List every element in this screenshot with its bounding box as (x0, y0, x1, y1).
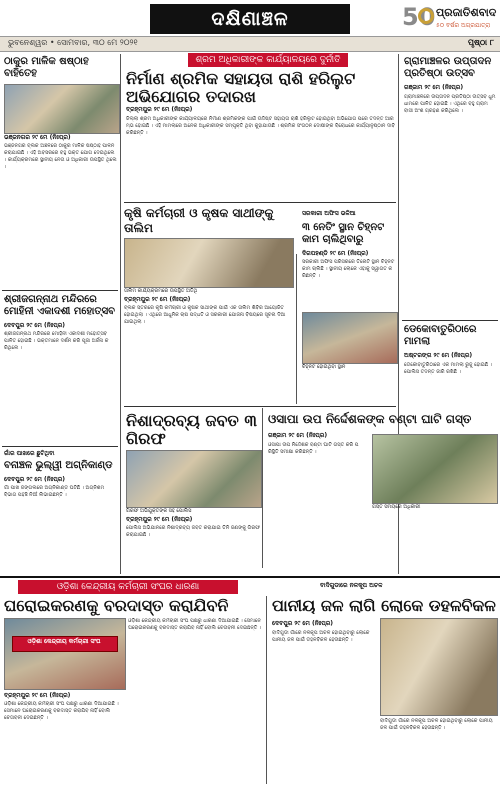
body-osapa: ଓସାପା ଉପ ନିର୍ଦ୍ଦେଶକ ବଣ୍ଟା ଘାଟି ଗସ୍ତ କରି ପରିସ୍ଥିତି ସମୀକ୍ଷା କରିଛନ୍ତି । (268, 442, 359, 455)
byline-deko: ଅଷ୍ଟରଙ୍ଗ ୨୯ ମେ (ନିଃପ୍ର) (404, 352, 473, 359)
body-sarakar: ସରକାରୀ ଅଫିସ ପରିସରରେ ତିନୋଟି ସ୍ଥାନ ଚିହ୍ନଟ କାମ ଚାଲିଛି । ସ୍ଥାନୀୟ ଲୋକେ ଏହାକୁ ସ୍ୱାଗତ କରିଛନ୍ତି । (302, 259, 395, 279)
story-headline-deko: ଡେକୋବାତୁରିଠାରେ ମାମଲା (404, 324, 477, 347)
logo-ring-icon (418, 8, 434, 24)
lead-kicker: ଶ୍ରମ ଅଧିକାରୀଙ୍କ କାର୍ଯ୍ୟାଳୟରେ ଦୁର୍ନୀତି (188, 53, 348, 67)
story-headline-krushi: କୃଷି କର୍ମଚାରୀ ଓ କୃଷକ ସାଥୀଙ୍କୁ ତାଲିମ (124, 206, 274, 235)
byline-krushi: ବ୍ରହ୍ମପୁର ୨୯ ମେ (ନିଃପ୍ର) (124, 296, 191, 303)
photo-krushi (124, 238, 294, 288)
body-kendra-cont: ଓଡ଼ିଶା କେନ୍ଦ୍ରୀୟ କର୍ମଚାରୀ ସଂଘ ପକ୍ଷରୁ ଧାରଣା ଦିଆଯାଇଛି । ସେମାନେ ଘରୋଇକରଣକୁ ବରଦାସ୍ତ କରାଯିବ ନାହିଁ ବୋଲି ଚେତାବନୀ ଦେଇଛନ୍ତି । (128, 618, 262, 631)
body-nisha: ପୋଲିସ ଅଭିଯାନରେ ନିଶାଦ୍ରବ୍ୟ ଜବତ କରାଯାଇ ତିନି ଜଣଙ୍କୁ ଗିରଫ କରାଯାଇଛି । (126, 525, 260, 538)
kicker-bankini: ଗାଁର ପାଖରେ ଛୁଟିଥିବା (4, 450, 55, 457)
story-headline-nisha: ନିଶାଦ୍ରବ୍ୟ ଜବତ ୩ ଗିରଫ (126, 411, 257, 448)
story-headline-bankini: ବନାଞ୍ଚଳ ଭୁଲ୍ୱୀ ଅଗ୍ନିକାଣ୍ଡ (4, 460, 113, 471)
body-paniya: ବାଦିଗୁଡା ଗାଁରେ ନଳକୂପ ଅଚଳ ହୋଇଥିବାରୁ ଲୋକେ ପାନୀୟ ଜଳ ପାଇଁ ଡହଳବିକଳ ହେଉଛନ୍ତି । (272, 630, 370, 643)
body-deko: ଡେକୋବାତୁରିଠାରେ ଏକ ମାମଲା ରୁଜୁ ହୋଇଛି । ପୋଲିସ ତଦନ୍ତ ଜାରି ରଖିଛି । (404, 362, 492, 375)
story-headline-thakur: ଠାକୁର ମାଳିକ ଷଷ୍ଠାହ ବାହିତେହ (4, 56, 89, 79)
caption-krushi: ତାଲିମ କାର୍ଯ୍ୟକ୍ରମରେ ଉପସ୍ଥିତ ଅତିଥି (124, 288, 198, 294)
caption-sarakar: ଚିହ୍ନଟ ହୋଇଥିବା ସ୍ଥାନ (302, 364, 346, 370)
column-divider (266, 596, 267, 784)
photo-kendra (4, 618, 126, 690)
brand-tagline: ୫୦ ବର୍ଷର ଅଗ୍ରଯାତ୍ରା (436, 22, 491, 29)
body-krushi: ବ୍ଲକ ସ୍ତରରେ କୃଷି କର୍ମଚାରୀ ଓ କୃଷକ ସାଥୀଙ୍କ ପାଇଁ ଏକ ତାଲିମ ଶିବିର ଆୟୋଜିତ ହୋଇଥିଲା । ଏଥିରେ ଆଧୁନିକ ଚାଷ ପଦ୍ଧତି ଓ ସରକାରୀ ଯୋଜନା ବିଷୟରେ ସୂଚନା ଦିଆଯାଇଥିଲା । (124, 305, 286, 325)
story-headline-osapa: ଓସାପା ଉପ ନିର୍ଦ୍ଦେଶକଙ୍କ ବଣ୍ଟା ଘାଟି ଗସ୍ତ (268, 412, 472, 426)
byline-thakur: ଭଞ୍ଜନଗର ୨୯ ମେ (ନିଃପ୍ର) (4, 134, 71, 141)
protest-banner-text: ଓଡ଼ିଶା କେନ୍ଦ୍ରୀୟ କର୍ମଚାରୀ ସଂଘ (27, 638, 101, 645)
lead-headline: ନିର୍ମାଣ ଶ୍ରମିକ ସହାୟତା ରାଶି ହରିଲୁଟ ଅଭିଯୋଗର ତଦାରଖ (126, 69, 356, 106)
story-headline-kendra: ଘରୋଇକରଣକୁ ବରଦାସ୍ତ କରାଯିବନି (4, 596, 229, 615)
story-headline-paniya: ପାନୀୟ ଜଳ ଲାଗି ଲୋକେ ଡହଳବିକଳ (272, 596, 496, 615)
column-divider (296, 254, 297, 404)
byline-bankini: ଦେବପୁର ୨୯ ମେ (ନିଃପ୍ର) (4, 476, 65, 483)
byline-paniya: ଦେବପୁର ୨୯ ମେ (ନିଃପ୍ର) (272, 620, 333, 627)
column-divider (120, 54, 121, 574)
caption-osapa: ଗସ୍ତ ସମୟରେ ଅଧିକାରୀ (372, 504, 421, 510)
kicker-paniya: ବାଦିଗୁଡାରେ ନଳକୂପ ଅଚଳ (320, 582, 383, 589)
byline-osapa: ଗଞ୍ଜାମ ୨୯ ମେ (ନିଃପ୍ର) (268, 432, 328, 439)
byline-sarakar: ଦିଗପହଣ୍ଡି ୨୯ ମେ (ନିଃପ୍ର) (302, 250, 369, 257)
anniversary-logo: 50 (402, 3, 436, 31)
page-number: ପୃଷ୍ଠା ୮ (467, 38, 494, 47)
lead-body: ଜିଲ୍ଲା ଶ୍ରମ ଅଧିକାରୀଙ୍କ କାର୍ଯ୍ୟାଳୟରେ ନିର୍ମାଣ ଶ୍ରମିକଙ୍କ ପାଇଁ ଉଦ୍ଦିଷ୍ଟ ସହାୟତା ରାଶି ହରିଲୁଟ ହୋଇଥିବା ଅଭିଯୋଗ ପରେ ତଦନ୍ତ ଆରମ୍ଭ ହୋଇଛି । ଏହି ମାମଲାରେ ଅନେକ ଅଧିକାରୀଙ୍କ ସମ୍ପୃକ୍ତି ଥିବା କୁହାଯାଉଛି । ଶ୍ରମିକ ସଂଗଠନ ଦୋଷୀଙ୍କ ବିରୋଧରେ କାର୍ଯ୍ୟାନୁଷ୍ଠାନ ଦାବି କରିଛନ୍ତି । (126, 116, 395, 136)
story-headline-jagannath: ଶ୍ରୀଜଗନ୍ନାଥ ମନ୍ଦିରରେ ମୋହିନୀ ଏକାଦଶୀ ମହୋତ୍ସବ (4, 294, 115, 317)
section-rule (124, 202, 396, 203)
column-divider (262, 408, 263, 568)
section-title: ଦକ୍ଷିଣାଞ୍ଚଳ (150, 4, 350, 34)
section-rule (2, 446, 118, 447)
caption-nisha: ଗିରଫ ଅଭିଯୁକ୍ତଙ୍କ ସହ ପୋଲିସ (126, 508, 192, 514)
lead-byline: ବ୍ରହ୍ମପୁର ୨୯ ମେ (ନିଃପ୍ର) (126, 106, 193, 113)
photo-paniya (380, 618, 498, 716)
byline-utsav: ଗଞ୍ଜାମ ୨୯ ମେ (ନିଃପ୍ର) (404, 84, 464, 91)
byline-kendra: ବ୍ରହ୍ମପୁର ୨୯ ମେ (ନିଃପ୍ର) (4, 692, 71, 699)
photo-osapa (372, 434, 498, 504)
kicker-sarakar: ସରକାରୀ ଅଫିସ ଭଳିଆ (302, 210, 356, 217)
section-rule (124, 406, 396, 407)
kendra-kicker: ଓଡ଼ିଶା କେନ୍ଦ୍ରୀୟ କର୍ମଚାରୀ ସଂଘର ଧାରଣା (18, 580, 238, 594)
byline-jagannath: ଦେବପୁର ୨୯ ମେ (ନିଃପ୍ର) (4, 322, 65, 329)
photo-thakur (4, 84, 120, 134)
date-line: ଭୁବନେଶ୍ୱର • ସୋମବାର, ୩୦ ମେ ୨୦୨୧ (8, 38, 138, 47)
byline-nisha: ବ୍ରହ୍ମପୁର ୨୯ ମେ (ନିଃପ୍ର) (126, 516, 193, 523)
bottom-section-rule (0, 576, 500, 578)
story-headline-utsav: ଗ୍ରାମାଞ୍ଚଳର ଉପ୍ତାଦନ ପ୍ରତିଷ୍ଠା ଉତ୍ସବ (404, 56, 492, 79)
body-jagannath: ଶ୍ରୀଜଗନ୍ନାଥ ମନ୍ଦିରରେ ମୋହିନୀ ଏକାଦଶୀ ମହୋତ୍ସବ ପାଳିତ ହୋଇଛି । ଭକ୍ତମାନେ ଦର୍ଶନ କରି ପୂଜା ଅର୍ଚ୍ଚନା କରିଥିଲେ । (4, 331, 109, 351)
section-rule (2, 290, 118, 291)
brand-name: ପ୍ରଜାତିଶବାଦ (436, 6, 497, 19)
photo-sarakar (302, 312, 398, 364)
photo-nisha (126, 450, 262, 508)
body-utsav: ଗ୍ରାମାଞ୍ଚଳରେ ଉପ୍ତାଦନ ପ୍ରତିଷ୍ଠା ଉତ୍ସବ ଧୁମଧାମରେ ପାଳିତ ହୋଇଛି । ଏଥିରେ ବହୁ ଗ୍ରାମବାସୀ ଅଂଶ ଗ୍ରହଣ କରିଥିଲେ । (404, 94, 496, 114)
body-paniya-cont: ବାଦିଗୁଡା ଗାଁରେ ନଳକୂପ ଅଚଳ ହୋଇଥିବାରୁ ଲୋକେ ପାନୀୟ ଜଳ ପାଇଁ ଡହଳବିକଳ ହେଉଛନ୍ତି । (380, 718, 493, 731)
body-bankini: ଗାଁ ପାଖ ଜଙ୍ଗଲରେ ଅଗ୍ନିକାଣ୍ଡ ଘଟିଛି । ଅଗ୍ନିଶମ ବିଭାଗ ପହଞ୍ଚି ନିଆଁ ଲିଭାଇଛନ୍ତି । (4, 485, 105, 498)
body-thakur: ଭଞ୍ଜନଗର ବ୍ଲକ ଅଞ୍ଚଳରେ ଠାକୁର ମାଳିକ ଷଷ୍ଠାହ ପାଳନ କରାଯାଇଛି । ଏହି ଅବସରରେ ବହୁ ଭକ୍ତ ଯୋଗ ଦେଇଥିଲେ । କାର୍ଯ୍ୟକ୍ରମରେ ସ୍ଥାନୀୟ ନେତା ଓ ଅଧିକାରୀ ଉପସ୍ଥିତ ଥିଲେ । (4, 143, 117, 170)
story-headline-sarakar: ୩ ନେତିଂ ସ୍ଥାନ ଚିହ୍ନଟ କାମ ଚାଲିଥିବାରୁ (302, 222, 385, 245)
body-kendra: ଓଡ଼ିଶା କେନ୍ଦ୍ରୀୟ କର୍ମଚାରୀ ସଂଘ ପକ୍ଷରୁ ଧାରଣା ଦିଆଯାଇଛି । ସେମାନେ ଘରୋଇକରଣକୁ ବରଦାସ୍ତ କରାଯିବ ନାହିଁ ବୋଲି ଚେତାବନୀ ଦେଇଛନ୍ତି । (4, 701, 119, 721)
section-rule (402, 320, 498, 321)
